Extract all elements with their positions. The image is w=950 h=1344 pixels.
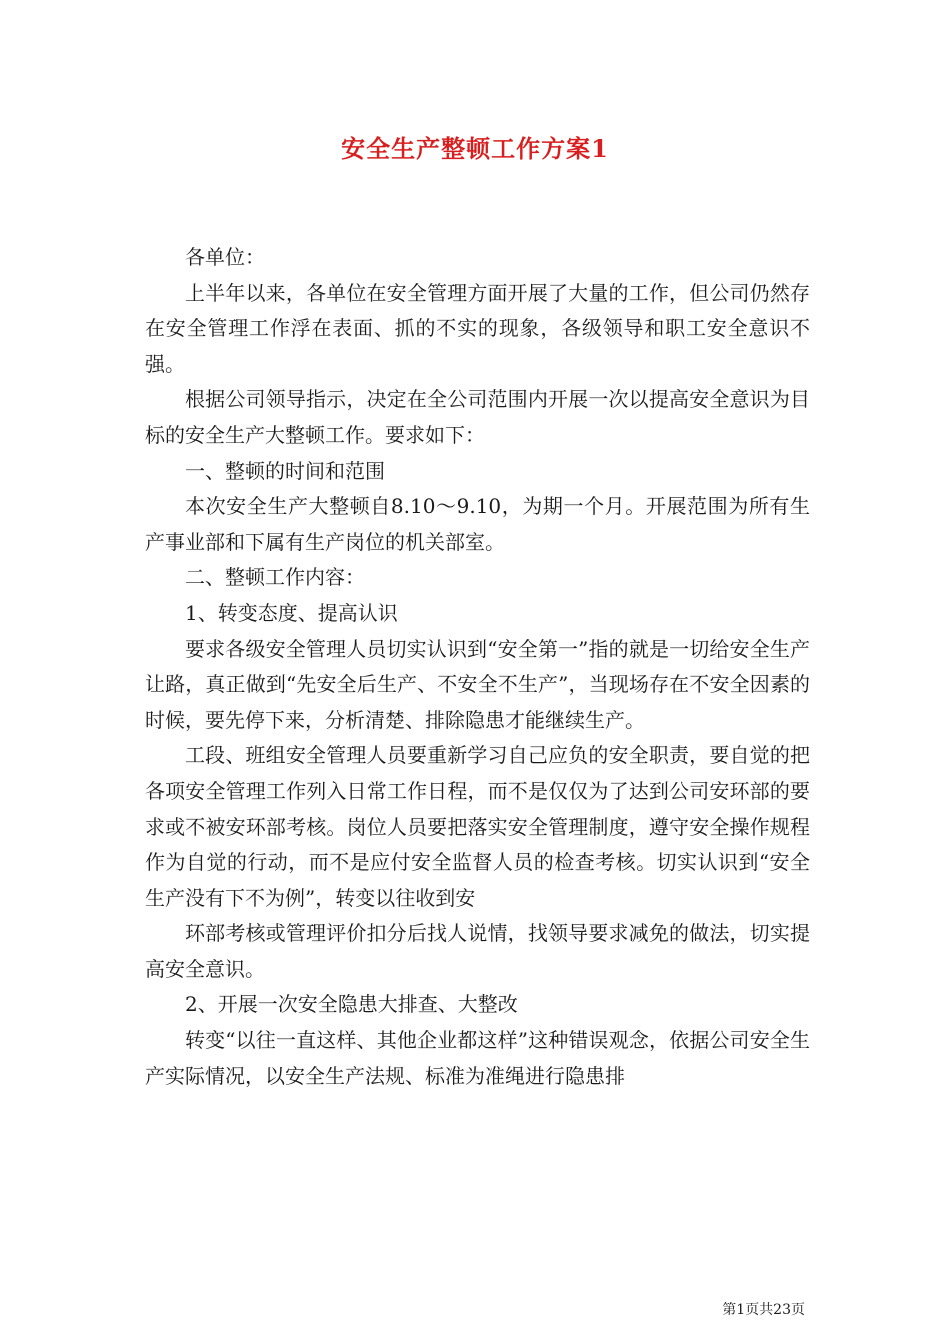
paragraph: 上半年以来，各单位在安全管理方面开展了大量的工作，但公司仍然存在安全管理工作浮在表面、抓的不实的现象，各级领导和职工安全意识不强。 xyxy=(145,280,810,376)
paragraph: 根据公司领导指示，决定在全公司范围内开展一次以提高安全意识为目标的安全生产大整顿工作。要求如下： xyxy=(145,387,810,447)
paragraph: 本次安全生产大整顿自8.10～9.10，为期一个月。开展范围为所有生产事业部和下属有生产岗位的机关部室。 xyxy=(145,494,810,554)
document-body xyxy=(145,240,810,1094)
salutation: 各单位： xyxy=(185,245,265,269)
paragraph: 环部考核或管理评价扣分后找人说情，找领导要求减免的做法，切实提高安全意识。 xyxy=(145,921,810,981)
subsection-heading: 2、开展一次安全隐患大排查、大整改 xyxy=(185,992,518,1017)
page-number: 第1页共23页 xyxy=(722,1302,805,1318)
subsection-heading: 1、转变态度、提高认识 xyxy=(185,600,398,625)
section-heading: 二、整顿工作内容： xyxy=(185,565,365,590)
paragraph: 要求各级安全管理人员切实认识到“安全第一”指的就是一切给安全生产让路，真正做到“先安全后生产、不安全不生产”，当现场存在不安全因素的时候，要先停下来，分析清楚、排除隐患才能继续生产。 xyxy=(145,636,810,732)
paragraph: 转变“以往一直这样、其他企业都这样”这种错误观念，依据公司安全生产实际情况，以安全生产法规、标准为准绳进行隐患排 xyxy=(145,1028,810,1088)
section-heading: 一、整顿的时间和范围 xyxy=(185,458,385,483)
paragraph: 工段、班组安全管理人员要重新学习自己应负的安全职责，要自觉的把各项安全管理工作列入日常工作日程，而不是仅仅为了达到公司安环部的要求或不被安环部考核。岗位人员要把落实安全管理制度，遵守安全操作规程作为自觉的行动，而不是应付安全监督人员的检查考核。切实认识到“安全生产没有下不为例”，转变以往收到安 xyxy=(145,743,810,910)
document-title: 安全生产整顿工作方案1 xyxy=(341,134,609,163)
